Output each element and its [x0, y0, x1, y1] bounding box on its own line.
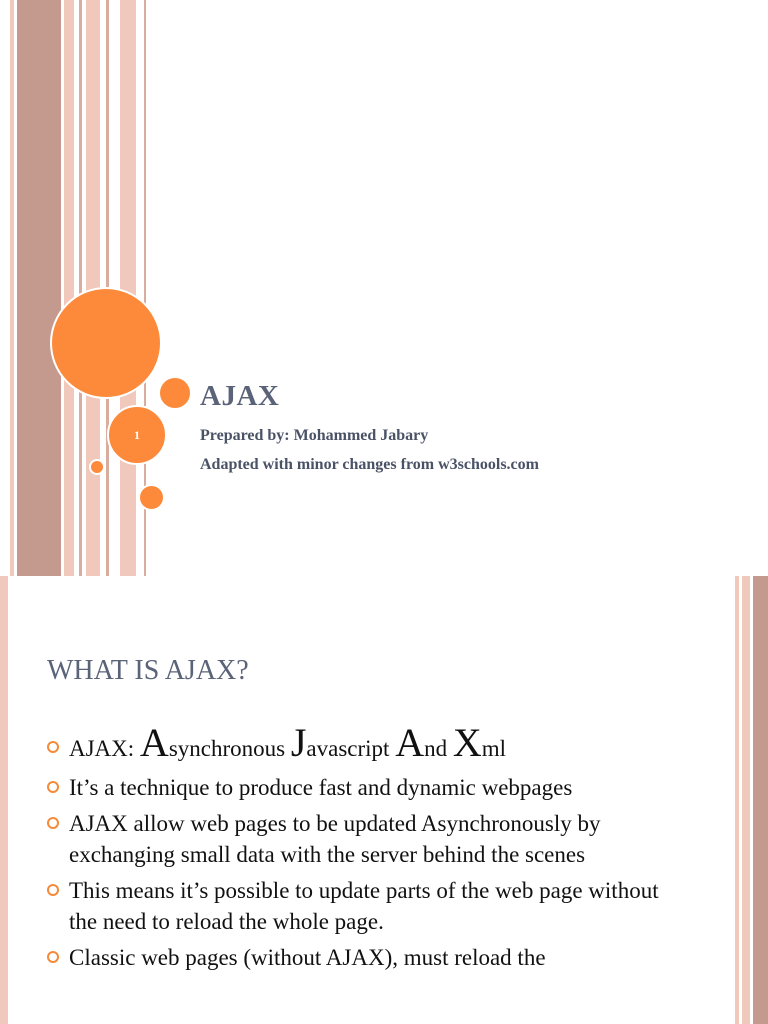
decorative-band	[753, 576, 768, 1024]
acronym-word: synchronous	[168, 736, 291, 761]
acronym-word: nd	[424, 736, 453, 761]
slide-number: 1	[134, 427, 140, 442]
bullet-text: It’s a technique to produce fast and dynamic webpages	[69, 775, 573, 800]
bullet-icon	[47, 817, 59, 829]
bullet-item	[47, 772, 687, 803]
acronym-letter: X	[452, 720, 482, 765]
decorative-band	[79, 0, 82, 576]
bullet-text: Classic web pages (without AJAX), must reload the	[69, 945, 546, 970]
prepared-by-text: Prepared by: Mohammed Jabary	[200, 427, 429, 444]
decorative-band	[120, 0, 136, 576]
acronym-letter: A	[395, 720, 425, 765]
bullet-text: AJAX allow web pages to be updated Asynchronously by exchanging small data with the server behind the scenes	[69, 811, 601, 867]
bullet-item	[47, 942, 687, 973]
bullet-icon	[47, 741, 59, 753]
decorative-band	[735, 576, 739, 1024]
bullet-item	[47, 875, 687, 937]
tiny-circle-decoration	[89, 459, 105, 475]
section-title: WHAT IS AJAX?	[47, 655, 249, 686]
decorative-band	[64, 0, 74, 576]
acronym-word: avascript	[306, 736, 396, 761]
bullet-list	[47, 720, 687, 978]
acronym-word: ml	[481, 736, 506, 761]
large-circle-decoration	[50, 287, 162, 399]
small-circle-decoration	[138, 484, 165, 511]
bullet-prefix: AJAX:	[69, 736, 140, 761]
bullet-icon	[47, 884, 59, 896]
slide-title: AJAX	[200, 380, 280, 412]
decorative-band	[10, 0, 14, 576]
bullet-icon	[47, 781, 59, 793]
bullet-icon	[47, 951, 59, 963]
acronym-letter: J	[290, 720, 307, 765]
decorative-band	[17, 0, 61, 576]
bullet-item	[47, 808, 687, 870]
adapted-from-text: Adapted with minor changes from w3schools.com	[200, 456, 539, 473]
decorative-band	[0, 576, 8, 1024]
bullet-text: This means it’s possible to update parts of the web page without the need to reload the whole page.	[69, 878, 659, 934]
decorative-band	[742, 576, 750, 1024]
bullet-ajax-definition	[47, 720, 687, 765]
acronym-letter: A	[139, 720, 169, 765]
